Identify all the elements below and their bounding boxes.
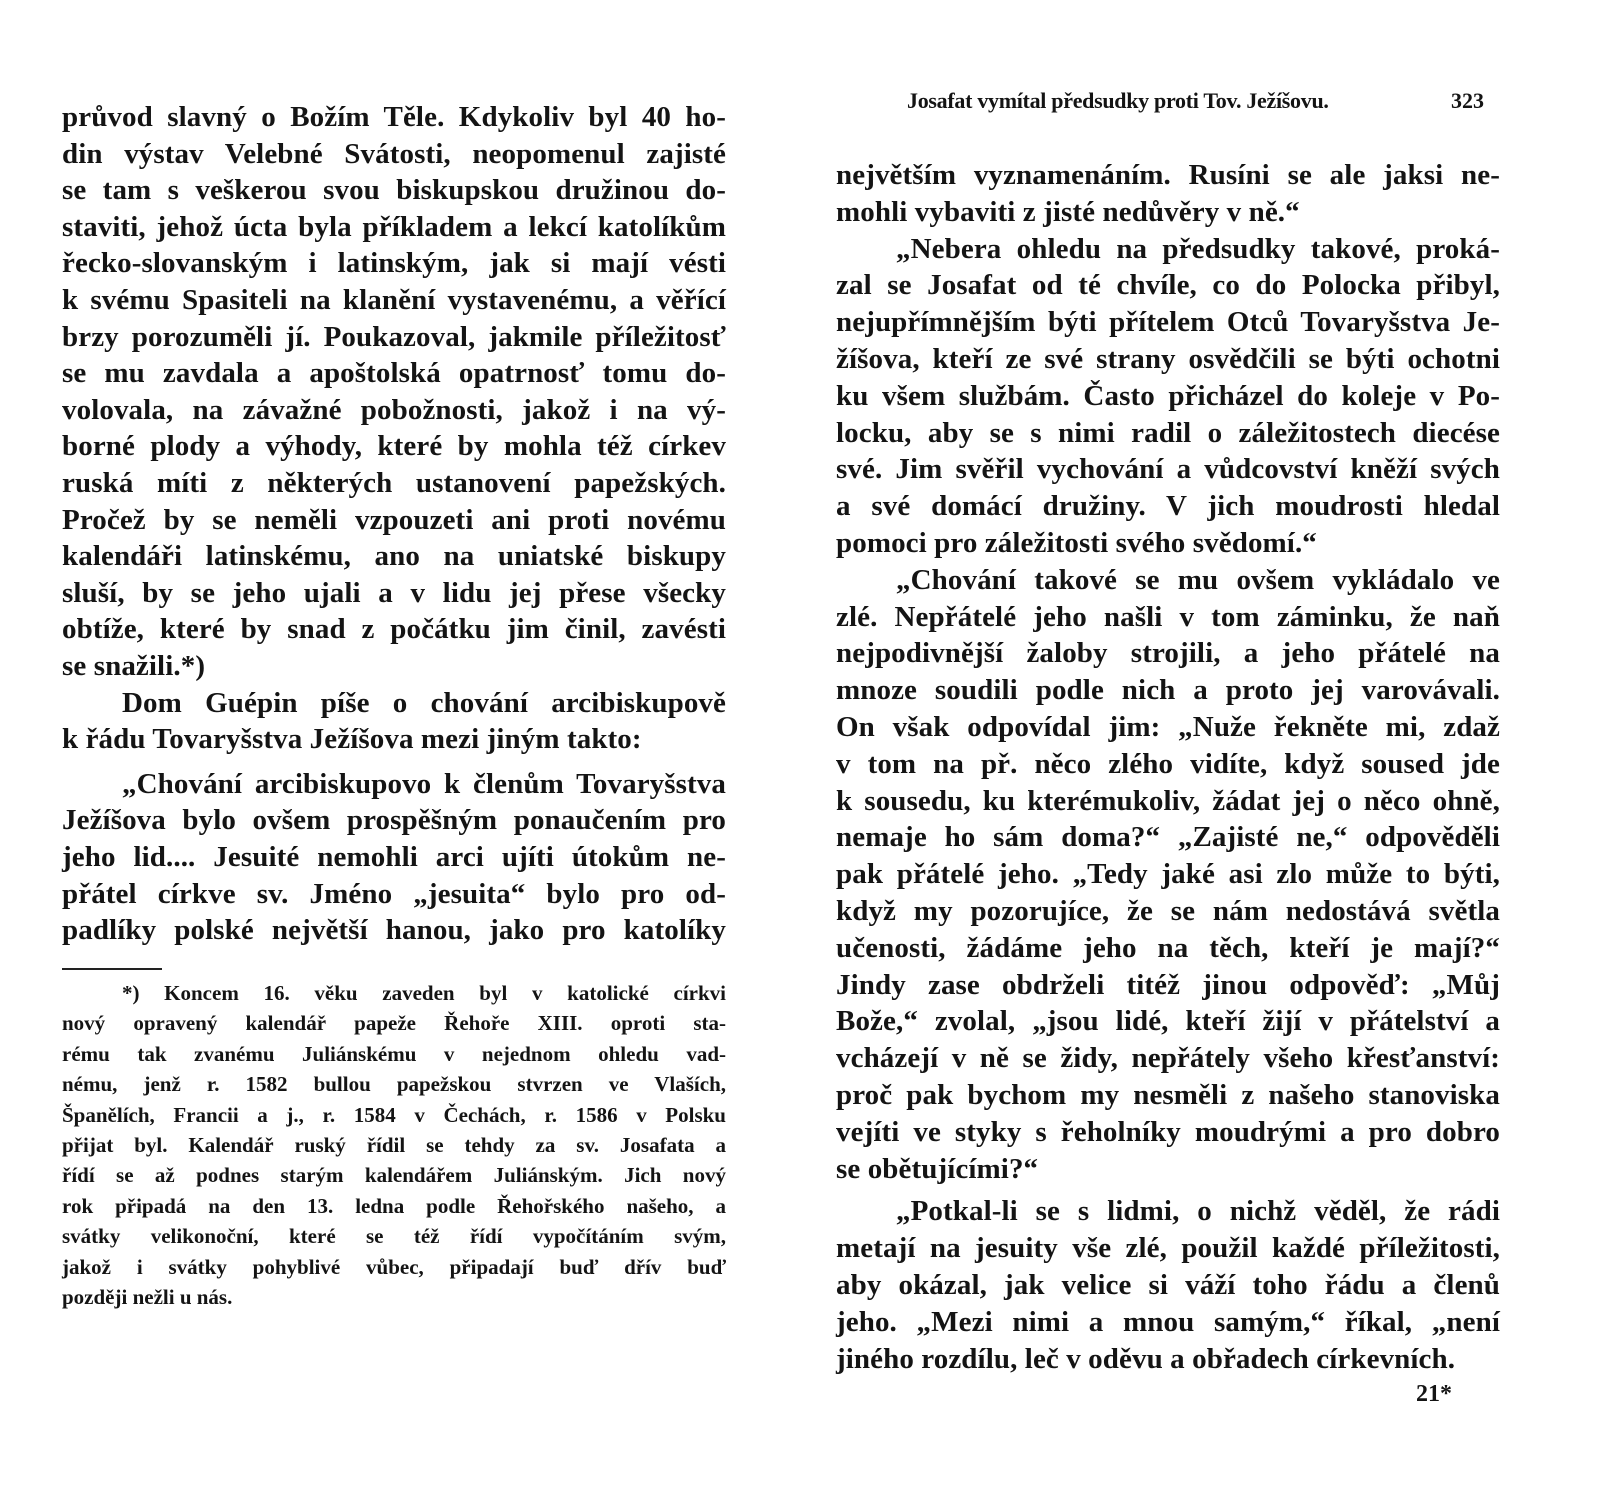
text-line: učenosti, žádáme jeho na těch, kteří je mají?“ xyxy=(836,931,1500,964)
text-line: volovala, na závažné pobožnosti, jakož i na vý- xyxy=(62,393,726,426)
text-line: jeho lid.... Jesuité nemohli arci ujíti útokům ne- xyxy=(62,841,726,873)
page-number: 323 xyxy=(1451,88,1484,113)
text-line: ku všem službám. Často přicházel do koleje v Po- xyxy=(836,379,1500,412)
text-line: přátel církve sv. Jméno „jesuita“ bylo pro od- xyxy=(62,877,726,910)
text-line: se obětujícími?“ xyxy=(836,1152,1039,1185)
text-line: On však odpovídal jim: „Nuže řekněte mi, zdaž xyxy=(836,711,1500,743)
text-line: brzy porozuměli jí. Poukazoval, jakmile příležitosť xyxy=(62,320,726,353)
text-line: pak přátelé jeho. „Tedy jaké asi zlo může to býti, xyxy=(836,858,1500,891)
text-line: obtíže, které by snad z počátku jim činil, zavésti xyxy=(62,613,726,646)
text-line: „Potkal-li se s lidmi, o nichž věděl, že rádi xyxy=(896,1195,1500,1228)
text-line: vcházejí v ně se židy, nepřátely všeho křesťanství: xyxy=(836,1042,1500,1075)
text-line: k sousedu, ku kterémukoliv, žádat jej o něco ohně, xyxy=(836,784,1500,817)
text-line: se tam s veškerou svou biskupskou družinou do- xyxy=(62,174,726,207)
text-line: Jindy zase obdrželi titéž jinou odpověď: „Můj xyxy=(836,968,1500,1001)
footnote-line: nému, jenž r. 1582 bullou papežskou stvrzen ve Vlaších, xyxy=(62,1072,726,1097)
text-line: din výstav Velebné Svátosti, neopomenul zajisté xyxy=(62,137,726,170)
text-line: padlíky polské největší hanou, jako pro katolíky xyxy=(62,914,726,947)
text-line: zlé. Nepřátelé jeho našli v tom záminku, že naň xyxy=(836,600,1500,633)
footnote-line: přijat byl. Kalendář ruský řídil se tehdy za sv. Josafata a xyxy=(62,1133,726,1157)
text-line: v tom na př. něco zlého vidíte, když soused jde xyxy=(836,747,1500,780)
text-line: kalendáři latinskému, ano na uniatské biskupy xyxy=(62,540,726,573)
text-line: průvod slavný o Božím Těle. Kdykoliv byl 40 ho- xyxy=(62,101,726,133)
text-line: se mu zavdala a apoštolská opatrnosť tomu do- xyxy=(62,357,726,390)
text-line: vejíti ve styky s řeholníky moudrými a pro dobro xyxy=(836,1115,1500,1148)
text-line: pomoci pro záležitosti svého svědomí.“ xyxy=(836,527,1317,559)
text-line: nejpodivnější žaloby strojili, a jeho přátelé na xyxy=(836,637,1500,670)
text-line: k řádu Tovaryšstva Ježíšova mezi jiným takto: xyxy=(62,723,642,756)
text-line: sluší, by se jeho ujali a v lidu jej přese všecky xyxy=(62,576,726,609)
text-line: aby okázal, jak velice si váží toho řádu a členů xyxy=(836,1269,1500,1301)
text-line: nemaje ho sám doma?“ „Zajisté ne,“ odpověděli xyxy=(836,821,1500,854)
text-line: Dom Guépin píše o chování arcibiskupově xyxy=(122,686,726,719)
footnote-line: nový opravený kalendář papeže Řehoře XIII. oproti sta- xyxy=(62,1011,726,1036)
footnote-line: rému tak zvanému Juliánskému v nejednom ohledu vad- xyxy=(62,1041,726,1066)
running-header: Josafat vymítal předsudky proti Tov. Ježíšovu. xyxy=(907,88,1329,113)
text-line: borné plody a výhody, které by mohla též církev xyxy=(62,430,726,463)
text-line: „Chování takové se mu ovšem vykládalo ve xyxy=(896,563,1500,596)
text-line: zal se Josafat od té chvíle, co do Polocka přibyl, xyxy=(836,269,1500,302)
text-line: Bože,“ zvolal, „jsou lidé, kteří žijí v přátelství a xyxy=(836,1005,1500,1038)
text-line: „Chování arcibiskupovo k členům Tovaryšstva xyxy=(122,767,726,800)
text-line: když my pozorujíce, že se nám nedostává světla xyxy=(836,895,1500,927)
text-line: mohli vybaviti z jisté nedůvěry v ně.“ xyxy=(836,195,1300,228)
text-line: Ježíšova bylo ovšem prospěšným ponaučením pro xyxy=(62,804,726,837)
text-line: Pročež by se neměli vzpouzeti ani proti novému xyxy=(62,503,726,536)
footnote-line: později nežli u nás. xyxy=(62,1285,233,1309)
text-line: staviti, jehož úcta byla příkladem a lekcí katolíkům xyxy=(62,210,726,243)
right-page xyxy=(811,0,1622,1501)
text-line: jeho. „Mezi nimi a mnou samým,“ říkal, „není xyxy=(836,1305,1500,1338)
signature-mark: 21* xyxy=(1416,1381,1452,1407)
text-line: jiného rozdílu, leč v oděvu a obřadech církevních. xyxy=(836,1342,1456,1375)
text-line: ruská míti z některých ustanovení papežských. xyxy=(62,467,726,499)
text-line: nejupřímnějším býti přítelem Otců Tovaryšstva Je- xyxy=(836,306,1500,339)
text-line: největším vyznamenáním. Rusíni se ale jaksi ne- xyxy=(836,159,1500,191)
text-line: žíšova, kteří ze své strany osvědčili se býti ochotni xyxy=(836,343,1500,375)
footnote-line: svátky velikonoční, které se též řídí vypočítáním svým, xyxy=(62,1224,726,1249)
text-line: se snažili.*) xyxy=(62,650,206,682)
text-line: k svému Spasiteli na klanění vystavenému, a věřící xyxy=(62,284,726,316)
text-line: metají na jesuity vše zlé, použil každé příležitosti, xyxy=(836,1232,1500,1265)
footnote-line: *) Koncem 16. věku zaveden byl v katolické církvi xyxy=(122,981,726,1005)
footnote-line: Španělích, Francii a j., r. 1584 v Čechách, r. 1586 v Polsku xyxy=(62,1102,726,1127)
footnote-rule xyxy=(62,968,162,970)
text-line: své. Jim svěřil vychování a vůdcovství kněží svých xyxy=(836,453,1500,486)
text-line: proč pak bychom my nesměli z našeho stanoviska xyxy=(836,1079,1500,1111)
text-line: „Nebera ohledu na předsudky takové, proká- xyxy=(896,232,1500,265)
footnote-line: řídí se až podnes starým kalendářem Juliánským. Jich nový xyxy=(62,1163,726,1188)
text-line: locku, aby se s nimi radil o záležitostech diecése xyxy=(836,416,1500,449)
footnote-line: jakož i svátky pohyblivé vůbec, připadají buď dřív buď xyxy=(62,1254,726,1279)
text-line: a své domácí družiny. V jich moudrosti hledal xyxy=(836,490,1500,523)
text-line: mnoze soudili podle nich a proto jej varovávali. xyxy=(836,674,1500,707)
footnote-line: rok připadá na den 13. ledna podle Řehořského našeho, a xyxy=(62,1193,726,1218)
text-line: řecko-slovanským i latinským, jak si mají vésti xyxy=(62,247,726,280)
